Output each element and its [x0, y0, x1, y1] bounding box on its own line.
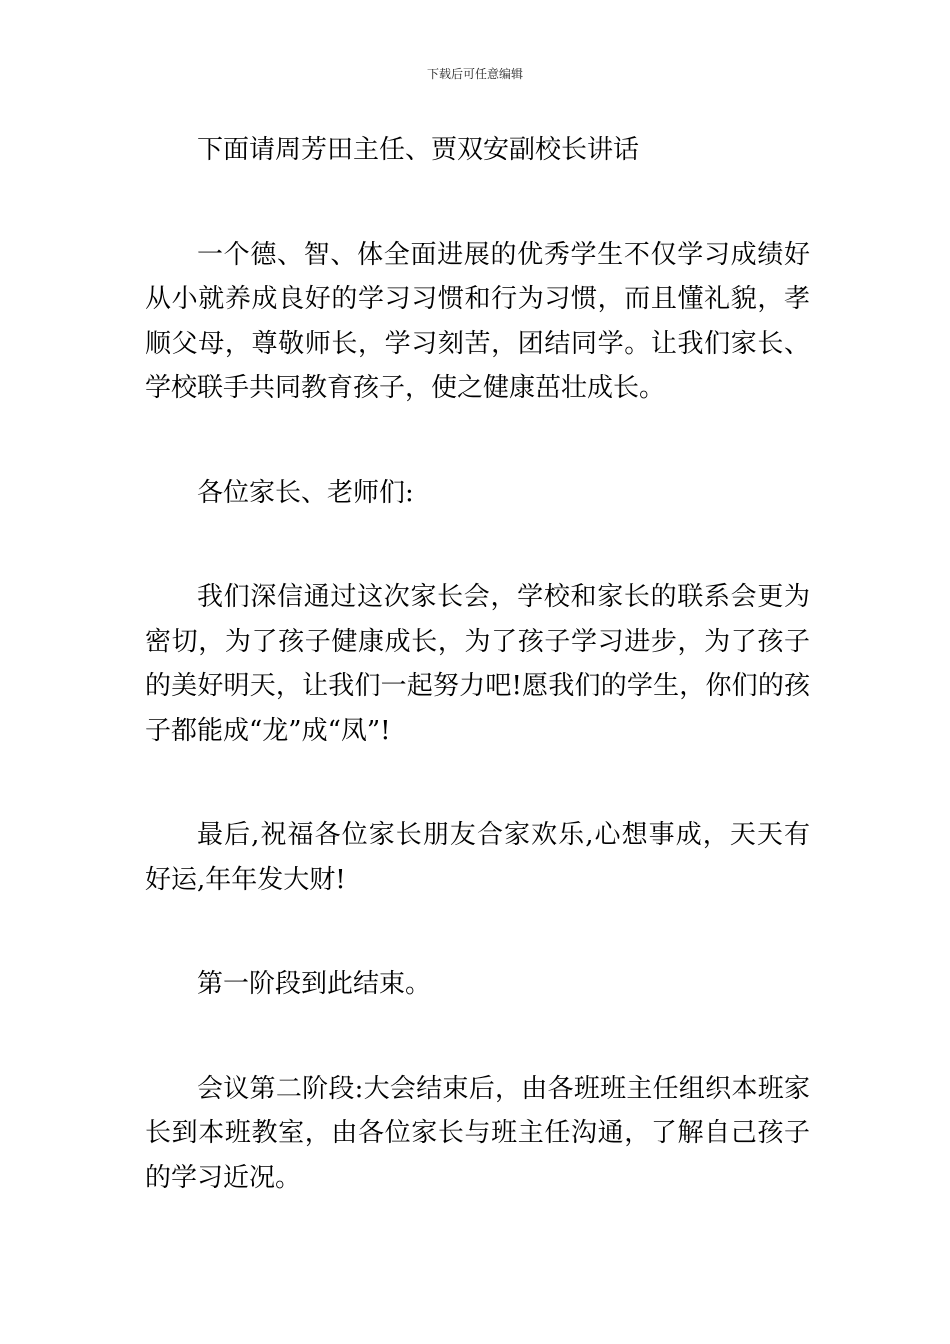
paragraph-gap: [145, 1007, 810, 1067]
paragraph-stage-two: 会议第二阶段:大会结束后，由各班班主任组织本班家长到本班教室，由各位家长与班主任沟通，了解自己孩子的学习近况。: [145, 1073, 810, 1193]
paragraph-gap: [145, 411, 810, 471]
paragraph-gap: [145, 515, 810, 575]
paragraph-blessing: 最后,祝福各位家长朋友合家欢乐,心想事成，天天有好运,年年发大财!: [145, 820, 810, 895]
header-note: 下载后可任意编辑: [426, 67, 523, 81]
paragraph-cooperation: 我们深信通过这次家长会，学校和家长的联系会更为密切，为了孩子健康成长，为了孩子学习进步，为了孩子的美好明天，让我们一起努力吧!愿我们的学生，你们的孩子都能成“龙”成“凤”!: [145, 582, 810, 746]
paragraph-stage-one-end: 第一阶段到此结束。: [197, 969, 432, 999]
paragraph-speaker-intro: 下面请周芳田主任、贾双安副校长讲话: [197, 135, 640, 165]
paragraph-student-qualities: 一个德、智、体全面进展的优秀学生不仅学习成绩好从小就养成良好的学习习惯和行为习惯，而且懂礼貌，孝顺父母，尊敬师长，学习刻苦，团结同学。让我们家长、学校联手共同教育孩子，使之健康茁壮成长。: [145, 239, 810, 403]
document-body: [145, 128, 810, 1200]
paragraph-gap: [145, 753, 810, 813]
paragraph-gap: [145, 173, 810, 233]
paragraph-salutation: 各位家长、老师们:: [197, 477, 414, 508]
paragraph-gap: [145, 902, 810, 962]
